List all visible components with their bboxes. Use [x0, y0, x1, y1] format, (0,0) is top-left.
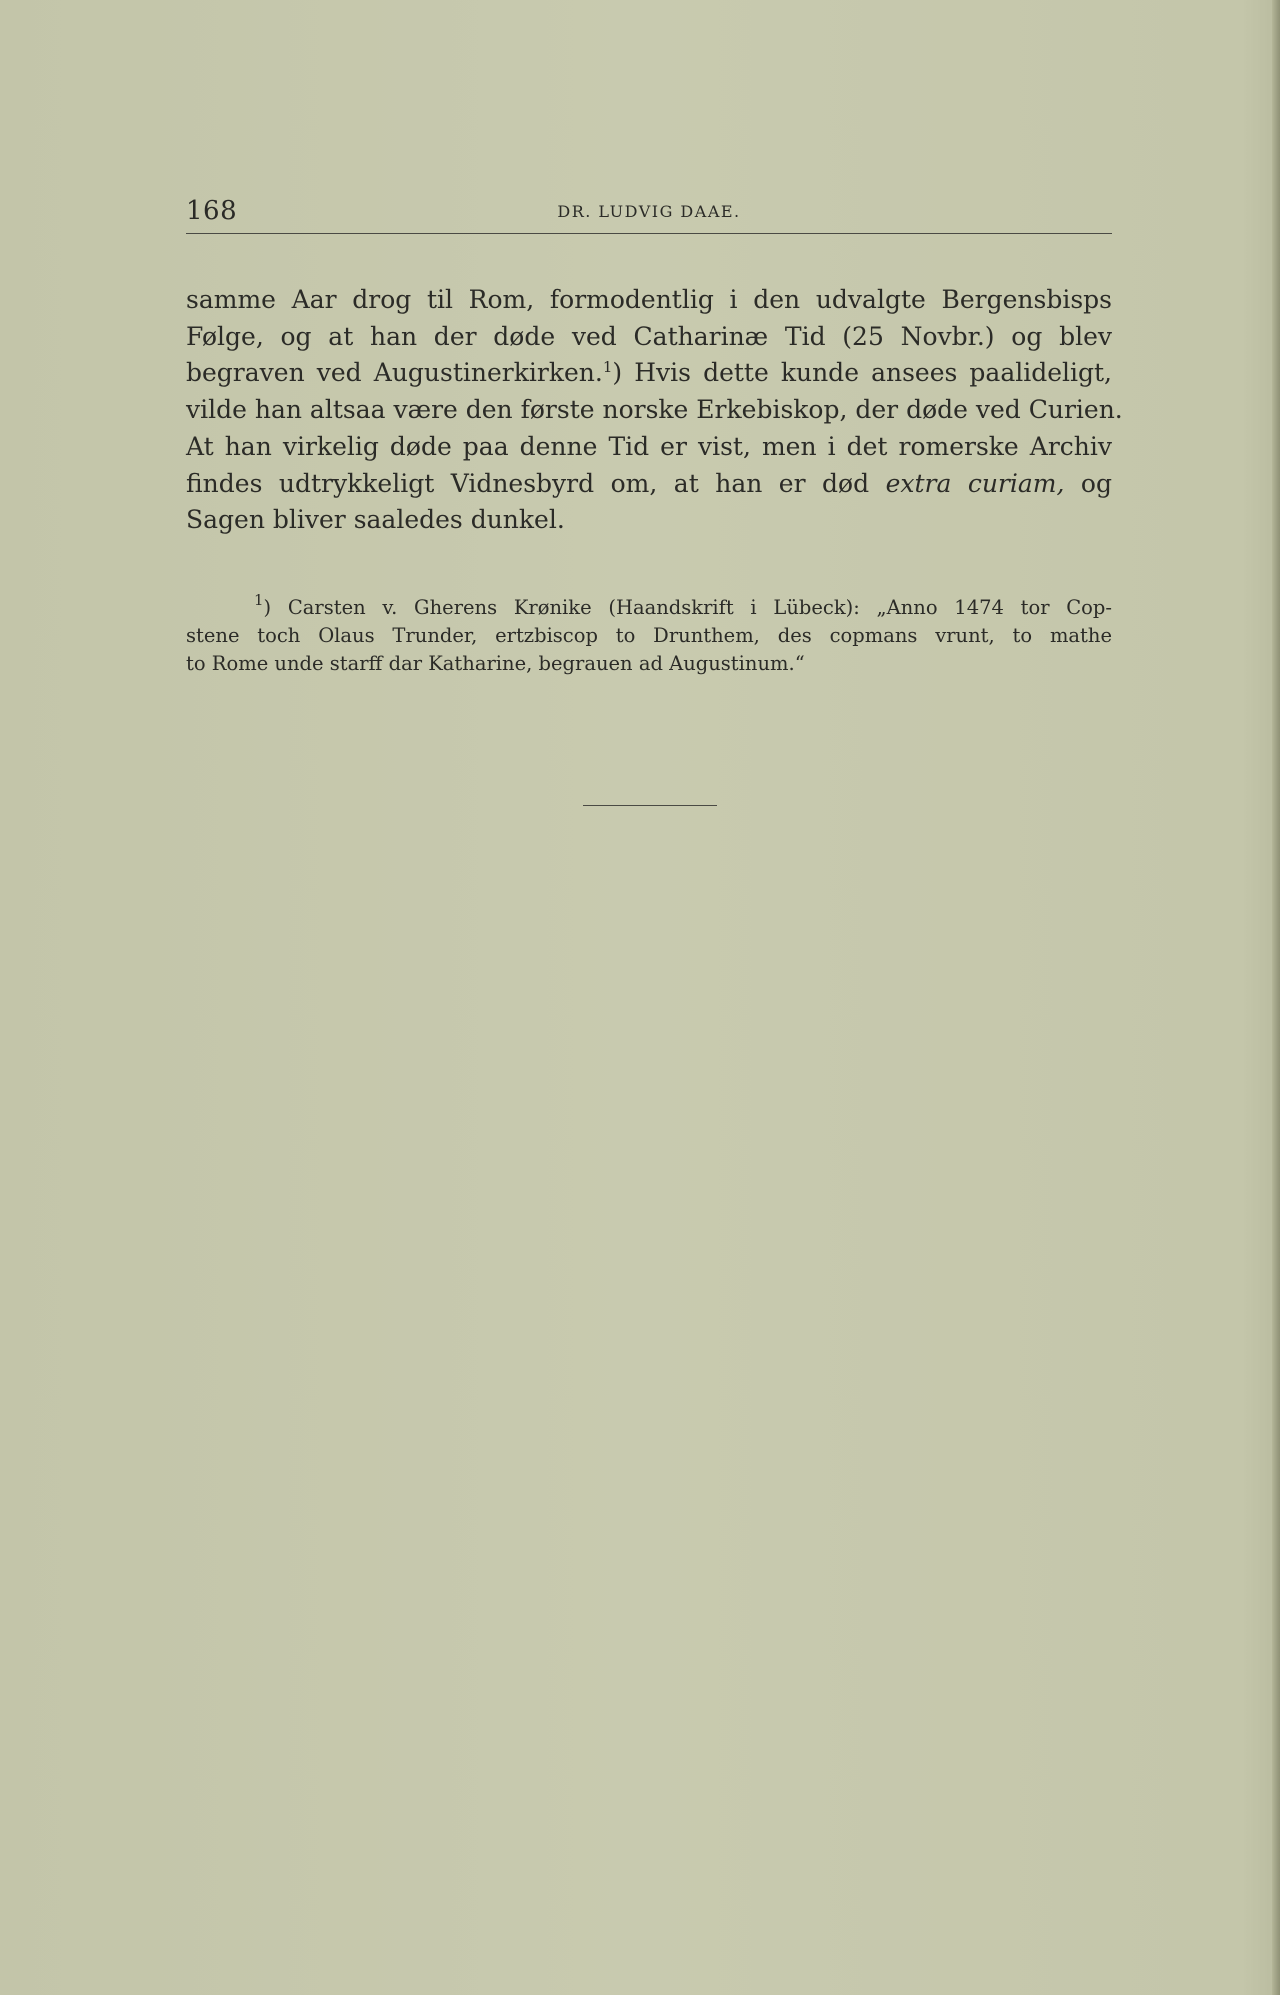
text-line [186, 466, 1112, 503]
text-fragment: findes udtrykkeligt Vidnesbyrd om, at han er død [186, 468, 886, 498]
page-header [186, 196, 1112, 232]
text-line: Sagen bliver saaledes dunkel. [186, 505, 565, 535]
text-fragment: ) Hvis dette kunde ansees paalideligt, [612, 358, 1113, 388]
text-line [186, 355, 1112, 392]
running-head: DR. LUDVIG DAAE. [557, 202, 741, 221]
text-fragment: begraven ved Augustinerkirken. [186, 358, 603, 388]
text-fragment: og [1064, 468, 1112, 498]
text-line: Følge, og at han der døde ved Catharinæ Tid (25 Novbr.) og blev [186, 321, 1112, 351]
text-line: samme Aar drog til Rom, formodentlig i den udvalgte Bergensbisps [186, 285, 1112, 314]
header-rule [186, 233, 1112, 234]
footnote-line [186, 591, 1112, 622]
footnote-reference: 1 [602, 358, 613, 377]
footnote-marker: 1 [254, 591, 264, 609]
body-paragraph [186, 282, 1123, 539]
footnote-line: to Rome unde starff dar Katharine, begrauen ad Augustinum.“ [186, 652, 805, 675]
text-line: vilde han altsaa være den første norske Erkebiskop, der døde ved Curien. [186, 395, 1123, 425]
footnote-line: stene toch Olaus Trunder, ertzbiscop to Drunthem, des copmans vrunt, to mathe [186, 624, 1112, 647]
page-number: 168 [186, 196, 238, 226]
page-edge [1272, 0, 1280, 1995]
end-rule [583, 805, 717, 806]
footnote [186, 591, 1112, 678]
text-line: At han virkelig døde paa denne Tid er vist, men i det romerske Archiv [186, 431, 1112, 461]
text-fragment: ) Carsten v. Gherens Krønike (Haandskrift i Lübeck): „Anno 1474 tor Cop- [263, 596, 1112, 619]
latin-phrase: extra curiam, [885, 468, 1065, 498]
